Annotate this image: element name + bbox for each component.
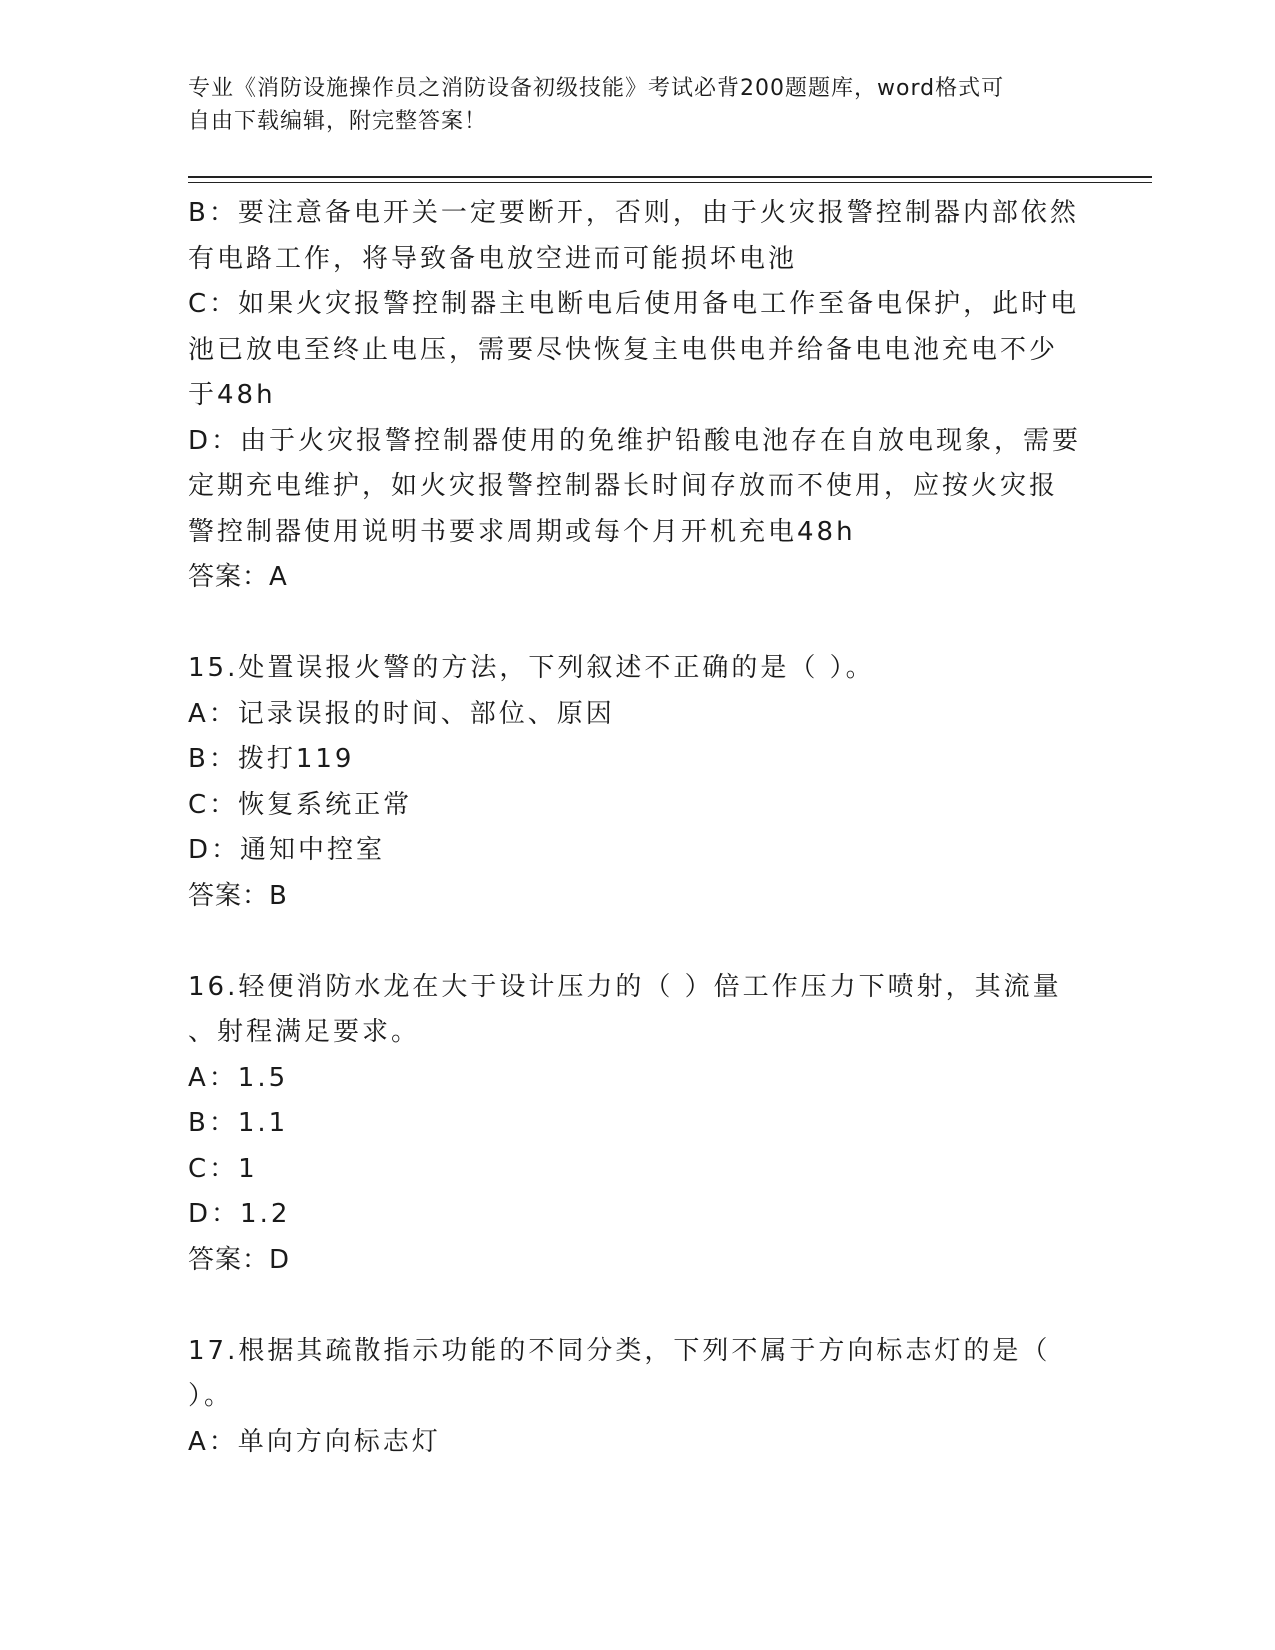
- header-divider-thick: [188, 176, 1152, 178]
- q14-option-d-line-1: D：由于火灾报警控制器使用的免维护铅酸电池存在自放电现象，需要: [188, 425, 1082, 456]
- q16-option-b: B：1.1: [188, 1108, 289, 1138]
- q14-option-d-line-2: 定期充电维护，如火灾报警控制器长时间存放而不使用，应按火灾报: [188, 471, 1059, 501]
- q14-option-c-line-1: C：如果火灾报警控制器主电断电后使用备电工作至备电保护，此时电: [188, 289, 1080, 319]
- q14-answer: 答案：A: [188, 562, 288, 592]
- q16-option-c: C：1: [188, 1153, 258, 1184]
- q16-answer: 答案：D: [188, 1244, 291, 1275]
- q15-question: 15.处置误报火警的方法，下列叙述不正确的是（ ）。: [188, 653, 875, 683]
- q14-option-b-line-1: B：要注意备电开关一定要断开，否则，由于火灾报警控制器内部依然: [188, 198, 1079, 228]
- q15-option-c: C：恢复系统正常: [188, 789, 413, 820]
- q14-option-c-line-3: 于48h: [188, 380, 276, 410]
- spacer: [188, 919, 1088, 965]
- q15-option-a: A：记录误报的时间、部位、原因: [188, 698, 615, 729]
- q16-question-line-1: 16.轻便消防水龙在大于设计压力的（ ）倍工作压力下喷射，其流量: [188, 971, 1062, 1002]
- q17-option-a: A：单向方向标志灯: [188, 1426, 441, 1457]
- header-title-line-2: 自由下载编辑，附完整答案！: [188, 109, 488, 134]
- q14-option-b-line-2: 有电路工作，将导致备电放空进而可能损坏电池: [188, 243, 798, 274]
- q15-option-b: B：拨打119: [188, 744, 355, 774]
- q15-answer: 答案：B: [188, 880, 288, 911]
- q16-option-d: D：1.2: [188, 1199, 291, 1229]
- document-header: [188, 72, 1068, 138]
- q17-question-line-2: ）。: [188, 1381, 234, 1411]
- q14-option-d-line-3: 警控制器使用说明书要求周期或每个月开机充电48h: [188, 516, 856, 547]
- header-divider-thin: [188, 182, 1152, 183]
- header-title-line-1: 专业《消防设施操作员之消防设备初级技能》考试必背200题题库，word格式可: [188, 76, 1005, 101]
- q16-question-line-2: 、射程满足要求。: [188, 1017, 421, 1047]
- q17-question-line-1: 17.根据其疏散指示功能的不同分类，下列不属于方向标志灯的是（: [188, 1335, 1051, 1366]
- spacer: [188, 601, 1088, 647]
- document-body: [188, 191, 1088, 1465]
- q16-option-a: A：1.5: [188, 1062, 289, 1093]
- q15-option-d: D：通知中控室: [188, 835, 386, 865]
- q14-option-c-line-2: 池已放电至终止电压，需要尽快恢复主电供电并给备电电池充电不少: [188, 334, 1059, 365]
- spacer: [188, 1283, 1088, 1329]
